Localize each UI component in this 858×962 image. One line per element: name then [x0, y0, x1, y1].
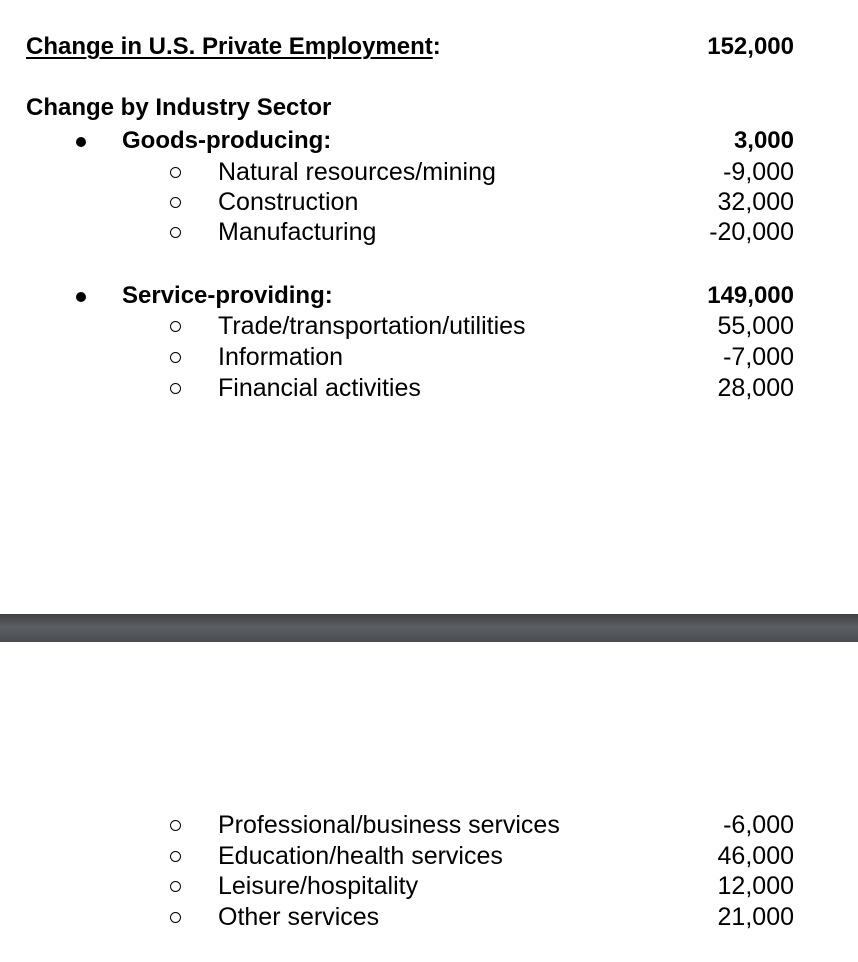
- section-heading: Change by Industry Sector: [26, 94, 332, 121]
- bullet-circle-icon: [170, 851, 181, 862]
- list-item-label: Education/health services: [218, 842, 503, 870]
- bullet-circle-icon: [170, 321, 181, 332]
- bullet-circle-icon: [170, 881, 181, 892]
- list-item-value: 21,000: [717, 903, 794, 931]
- list-item: [0, 342, 858, 372]
- list-item-label: Trade/transportation/utilities: [218, 312, 526, 340]
- list-item: [0, 217, 858, 247]
- document-page-2: [0, 642, 858, 962]
- list-item-label: Financial activities: [218, 374, 421, 402]
- list-item-value: 28,000: [717, 374, 794, 402]
- bullet-circle-icon: [170, 352, 181, 363]
- list-item: [0, 157, 858, 187]
- list-item-value: -7,000: [723, 343, 794, 371]
- bullet-circle-icon: [170, 912, 181, 923]
- page-break-divider: [0, 614, 858, 642]
- report-title: [26, 32, 441, 62]
- list-item: [0, 841, 858, 871]
- list-item: [0, 810, 858, 840]
- total-employment-row: [0, 32, 858, 62]
- service-providing-value: 149,000: [707, 282, 794, 309]
- report-title-colon: :: [432, 33, 441, 60]
- bullet-circle-icon: [170, 167, 181, 178]
- service-providing-label: Service-providing:: [122, 282, 333, 309]
- bullet-dot-icon: [76, 292, 86, 302]
- bullet-circle-icon: [170, 227, 181, 238]
- goods-producing-row: [0, 126, 858, 156]
- list-item-label: Information: [218, 343, 344, 371]
- bullet-circle-icon: [170, 197, 181, 208]
- list-item-label: Construction: [218, 188, 359, 216]
- list-item: [0, 902, 858, 932]
- list-item-value: 55,000: [717, 312, 794, 340]
- list-item: [0, 311, 858, 341]
- list-item-value: 46,000: [717, 842, 794, 870]
- bullet-circle-icon: [170, 820, 181, 831]
- list-item-label: Leisure/hospitality: [218, 872, 419, 900]
- list-item-value: 12,000: [717, 872, 794, 900]
- report-title-text: Change in U.S. Private Employment: [26, 33, 433, 60]
- list-item-label: Other services: [218, 903, 380, 931]
- bullet-circle-icon: [170, 383, 181, 394]
- list-item: [0, 373, 858, 403]
- list-item: [0, 187, 858, 217]
- section-heading-row: [0, 93, 858, 123]
- list-item: [0, 871, 858, 901]
- list-item-value: 32,000: [717, 188, 794, 216]
- total-employment-value: 152,000: [707, 33, 794, 60]
- bullet-dot-icon: [76, 137, 86, 147]
- list-item-label: Professional/business services: [218, 811, 560, 839]
- goods-producing-value: 3,000: [733, 127, 794, 154]
- list-item-value: -20,000: [709, 218, 794, 246]
- list-item-value: -9,000: [723, 158, 794, 186]
- goods-producing-label: Goods-producing:: [122, 127, 332, 154]
- list-item-label: Natural resources/mining: [218, 158, 496, 186]
- list-item-value: -6,000: [723, 811, 794, 839]
- list-item-label: Manufacturing: [218, 218, 377, 246]
- service-providing-row: [0, 281, 858, 311]
